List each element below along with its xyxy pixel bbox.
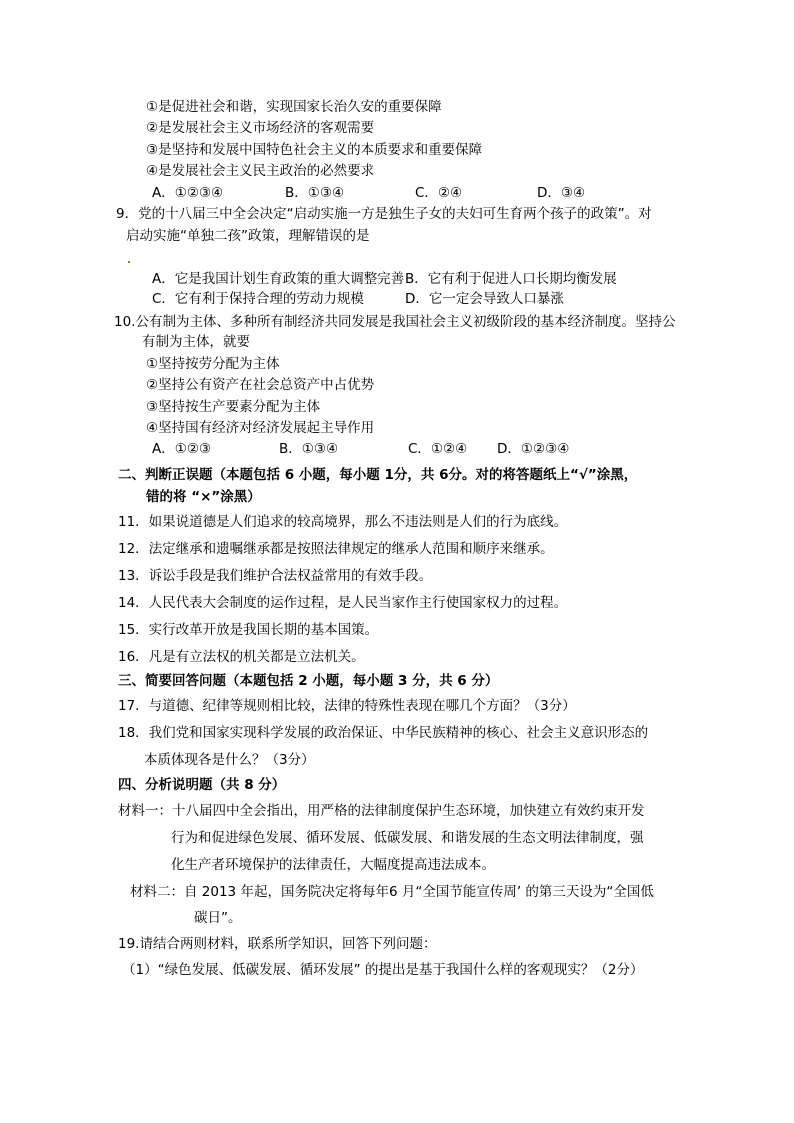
question-19-1: （1）“绿色发展、低碳发展、循环发展” 的提出是基于我国什么样的客观现实？（2分） — [122, 962, 644, 978]
choice-c: C．①②④ — [408, 441, 468, 457]
section-heading: 四、分析说明题（共 8 分） — [118, 777, 286, 793]
section-heading: 二、判断正误题（本题包括 6 小题，每小题 1分，共 6分。对的将答题纸上“√”涂黑， — [118, 467, 638, 483]
item-16: 16．凡是有立法权的机关都是立法机关。 — [118, 649, 365, 665]
choice-a: A．①②③④ — [152, 185, 224, 201]
option-1: ①是促进社会和谐，实现国家长治久安的重要保障 — [146, 99, 442, 115]
item-18-cont: 本质体现各是什么？（3分） — [144, 752, 315, 768]
item-13: 13．诉讼手段是我们维护合法权益常用的有效手段。 — [118, 568, 433, 584]
option-2: ②是发展社会主义市场经济的客观需要 — [146, 120, 375, 136]
choice-c: C．②④ — [415, 185, 463, 201]
choice-a: A．它是我国计划生育政策的重大调整完善 — [152, 271, 405, 287]
option-3: ③坚持按生产要素分配为主体 — [146, 399, 321, 415]
item-15: 15．实行改革开放是我国长期的基本国策。 — [118, 622, 379, 638]
choice-c: C．它有利于保持合理的劳动力规模 — [152, 291, 364, 307]
choice-a: A．①②③ — [152, 441, 212, 457]
material-2-cont: 碳日”。 — [194, 910, 242, 926]
item-12: 12．法定继承和遗嘱继承都是按照法律规定的继承人范围和顺序来继承。 — [118, 541, 554, 557]
item-11: 11．如果说道德是人们追求的较高境界，那么不违法则是人们的行为底线。 — [118, 514, 568, 530]
item-14: 14．人民代表大会制度的运作过程，是人民当家作主行使国家权力的过程。 — [118, 595, 568, 611]
material-1-cont2: 化生产者环境保护的法律责任，大幅度提高违法成本。 — [171, 857, 495, 873]
choice-d: D．③④ — [537, 185, 586, 201]
option-2: ②坚持公有资产在社会总资产中占优势 — [146, 377, 375, 393]
choice-b: B．它有利于促进人口长期均衡发展 — [405, 271, 617, 287]
material-2: 材料二：自 2013 年起，国务院决定将每年6 月“全国节能宣传周’ 的第三天设为“全国低 — [130, 884, 654, 900]
item-17: 17．与道德、纪律等规则相比较，法律的特殊性表现在哪几个方面？（3分） — [118, 698, 576, 714]
choice-d: D．①②③④ — [497, 441, 570, 457]
option-1: ①坚持按劳分配为主体 — [146, 356, 280, 372]
question-text: 9．党的十八届三中全会决定“启动实施一方是独生子女的夫妇可生育两个孩子的政策”。对 — [116, 206, 652, 222]
question-text-cont: 有制为主体，就要 — [142, 334, 250, 350]
section-heading: 三、简要回答问题（本题包括 2 小题，每小题 3 分，共 6 分） — [118, 673, 499, 689]
question-19: 19.请结合两则材料，联系所学知识，回答下列问题： — [118, 936, 437, 952]
choice-b: B．①③④ — [279, 441, 339, 457]
material-1-cont: 行为和促进绿色发展、循环发展、低碳发展、和谐发展的生态文明法律制度，强 — [171, 830, 644, 846]
item-18: 18．我们党和国家实现科学发展的政治保证、中华民族精神的核心、社会主义意识形态的 — [118, 725, 649, 741]
choice-b: B．①③④ — [285, 185, 345, 201]
question-text: 10.公有制为主体、多种所有制经济共同发展是我国社会主义初级阶段的基本经济制度。坚持公 — [114, 314, 676, 330]
choice-d: D．它一定会导致人口暴涨 — [405, 291, 564, 307]
stray-dot — [128, 261, 130, 263]
option-4: ④是发展社会主义民主政治的必然要求 — [146, 163, 375, 179]
option-4: ④坚持国有经济对经济发展起主导作用 — [146, 420, 375, 436]
section-heading-cont: 错的将 “×”涂黑） — [146, 489, 261, 505]
question-text-cont: 启动实施“单独二孩”政策，理解错误的是 — [126, 228, 370, 244]
option-3: ③是坚持和发展中国特色社会主义的本质要求和重要保障 — [146, 142, 483, 158]
material-1: 材料一：十八届四中全会指出，用严格的法律制度保护生态环境，加快建立有效约束开发 — [118, 803, 645, 819]
